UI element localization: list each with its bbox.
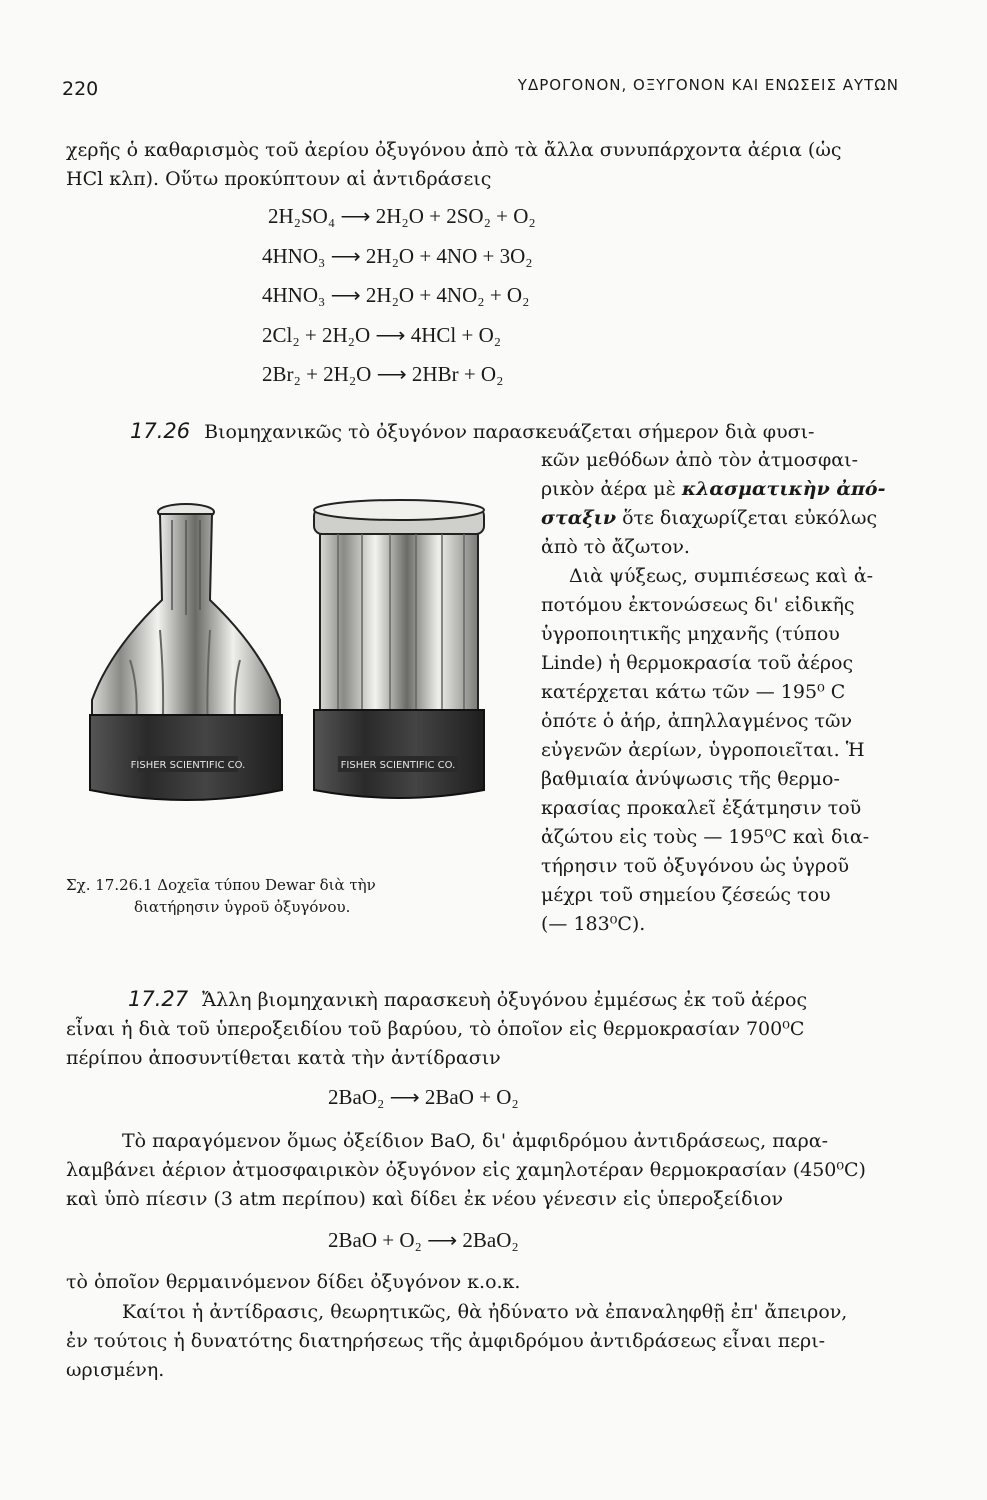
- text-line: Βιομηχανικῶς τὸ ὀξυγόνον παρασκευάζεται σήμερον διὰ φυσι-: [204, 421, 815, 443]
- equation-bao-oxidation: 2BaO + O₂ ⟶ 2BaO₂: [328, 1228, 519, 1252]
- section-17-27-paragraph-3: [66, 1268, 904, 1297]
- text-line: κῶν μεθόδων ἀπὸ τὸν ἀτμοσφαι-: [541, 449, 858, 471]
- emphasis-text: σταξιν: [541, 507, 617, 529]
- section-17-27-paragraph-2: [66, 1127, 904, 1214]
- equation-5: 2Br₂ + 2H₂O ⟶ 2HBr + O₂: [262, 362, 504, 386]
- text-line: ρικὸν ἀέρα μὲ: [541, 478, 676, 500]
- dewar-flask: [90, 504, 282, 800]
- equation-4: 2Cl₂ + 2H₂O ⟶ 4HCl + O₂: [262, 323, 502, 347]
- running-title: ΥΔΡΟΓΟΝΟΝ, ΟΞΥΓΟΝΟΝ ΚΑΙ ΕΝΩΣΕΙΣ ΑΥΤΩΝ: [517, 76, 899, 94]
- text-line: ποτόμου ἐκτονώσεως δι' εἰδικῆς: [541, 594, 855, 616]
- text-line: Linde) ἡ θερμοκρασία τοῦ ἀέρος: [541, 652, 854, 674]
- cylinder-label: FISHER SCIENTIFIC CO.: [340, 760, 456, 771]
- text-line: μέχρι τοῦ σημείου ζέσεώς του: [541, 884, 831, 906]
- caption-line: διατήρησιν ὑγροῦ ὀξυγόνου.: [134, 898, 351, 916]
- text-line: τήρησιν τοῦ ὀξυγόνου ὡς ὑγροῦ: [541, 855, 850, 877]
- text-line: (— 183⁰C).: [541, 913, 646, 935]
- section-17-27-paragraph-1: [66, 985, 904, 1073]
- section-17-26-column: [541, 446, 903, 562]
- text-line: Καίτοι ἡ ἀντίδρασις, θεωρητικῶς, θὰ ἠδύνατο νὰ ἐπαναληφθῇ ἐπ' ἄπειρον,: [122, 1301, 848, 1323]
- text-line: Τὸ παραγόμενον ὅμως ὀξείδιον BaO, δι' ἀμφιδρόμου ἀντιδράσεως, παρα-: [122, 1130, 828, 1152]
- text-line: χερῆς ὁ καθαρισμὸς τοῦ ἀερίου ὀξυγόνου ἀπὸ τὰ ἄλλα συνυπάρχοντα ἀέρια (ὡς: [66, 139, 842, 161]
- flask-label: FISHER SCIENTIFIC CO.: [130, 760, 246, 771]
- page-number: 220: [62, 78, 99, 100]
- section-17-26-first-line: [130, 417, 905, 447]
- text-line: λαμβάνει ἀέριον ἀτμοσφαιρικὸν ὀξυγόνον εἰς χαμηλοτέραν θερμοκρασίαν (450⁰C): [66, 1159, 866, 1181]
- text-line: Ἄλλη βιομηχανικὴ παρασκευὴ ὀξυγόνου ἐμμέσως ἐκ τοῦ ἀέρος: [202, 989, 808, 1011]
- text-line: ὑγροποιητικῆς μηχανῆς (τύπου: [541, 623, 840, 645]
- text-line: ἐν τούτοις ἡ δυνατότης διατηρήσεως τῆς ἀμφιδρόμου ἀντιδράσεως εἶναι περι-: [66, 1330, 826, 1352]
- text-line: ἀπὸ τὸ ἄζωτον.: [541, 536, 690, 558]
- equation-bao2-decomposition: 2BaO₂ ⟶ 2BaO + O₂: [328, 1085, 519, 1109]
- text-line: HCl κλπ). Οὕτω προκύπτουν αἱ ἀντιδράσεις: [66, 168, 492, 190]
- text-line: ἀζώτου εἰς τοὺς — 195⁰C καὶ δια-: [541, 826, 870, 848]
- equation-1: 2H₂SO₄ ⟶ 2H₂O + 2SO₂ + O₂: [268, 204, 536, 228]
- text-line: ὁπότε ὁ ἀήρ, ἀπηλλαγμένος τῶν: [541, 710, 853, 732]
- text-line: πέρίπου ἀποσυντίθεται κατὰ τὴν ἀντίδρασιν: [66, 1047, 501, 1069]
- caption-line: Σχ. 17.26.1 Δοχεῖα τύπου Dewar διὰ τὴν: [66, 876, 376, 894]
- dewar-cylinder: [314, 500, 484, 798]
- equation-3: 4HNO₃ ⟶ 2H₂O + 4NO₂ + O₂: [262, 283, 530, 307]
- section-17-27-paragraph-4: [66, 1298, 904, 1385]
- text-line: Διὰ ψύξεως, συμπιέσεως καὶ ἀ-: [569, 565, 874, 587]
- intro-paragraph: [66, 136, 902, 194]
- section-number: 17.26: [130, 419, 191, 443]
- text-line: βαθμιαία ἀνύψωσις τῆς θερμο-: [541, 768, 840, 790]
- dewar-vessels-figure: [80, 490, 510, 870]
- text-line: κρασίας προκαλεῖ ἐξάτμησιν τοῦ: [541, 797, 862, 819]
- text-line: ὅτε διαχωρίζεται εὐκόλως: [622, 507, 878, 529]
- section-17-26-paragraph-2: [541, 562, 903, 939]
- figure-caption: [66, 874, 376, 918]
- text-line: τὸ ὁποῖον θερμαινόμενον δίδει ὀξυγόνον κ.ο.κ.: [66, 1271, 521, 1293]
- text-line: εὐγενῶν ἀερίων, ὑγροποιεῖται. Ἡ: [541, 739, 865, 761]
- text-line: ωρισμένη.: [66, 1359, 165, 1381]
- text-line: εἶναι ἡ διὰ τοῦ ὑπεροξειδίου τοῦ βαρύου, τὸ ὁποῖον εἰς θερμοκρασίαν 700⁰C: [66, 1018, 805, 1040]
- text-line: κατέρχεται κάτω τῶν — 195⁰ C: [541, 681, 846, 703]
- text-line: καὶ ὑπὸ πίεσιν (3 atm περίπου) καὶ δίδει ἐκ νέου γένεσιν εἰς ὑπεροξείδιον: [66, 1188, 784, 1210]
- emphasis-text: κλασματικὴν ἀπό-: [681, 478, 886, 500]
- section-number: 17.27: [128, 987, 189, 1011]
- equation-2: 4HNO₃ ⟶ 2H₂O + 4NO + 3O₂: [262, 244, 533, 268]
